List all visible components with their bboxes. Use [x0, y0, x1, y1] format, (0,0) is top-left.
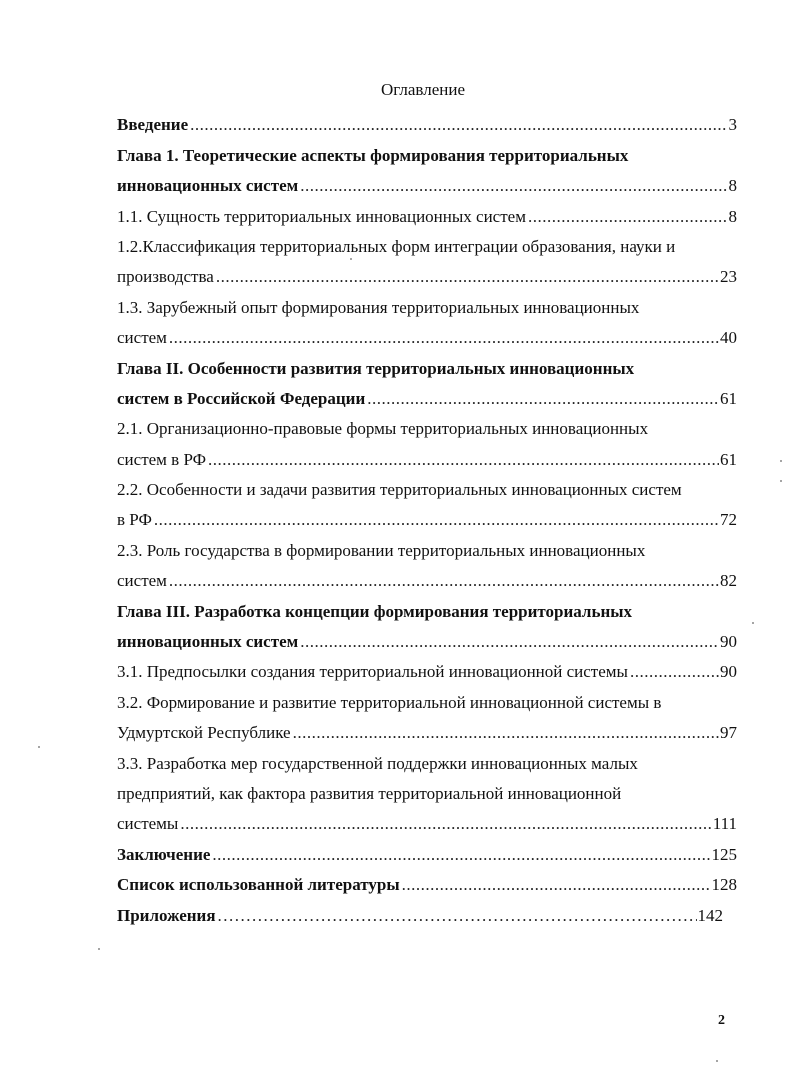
- toc-entry-chapter-1-cont: [117, 167, 737, 197]
- toc-entry-text: производства: [117, 267, 214, 287]
- toc-entry-text: Заключение: [117, 844, 211, 864]
- toc-entry-page: 111: [712, 814, 737, 834]
- toc-entry-section-2-2-cont: [117, 501, 737, 531]
- scan-speck: [98, 948, 100, 950]
- toc-entry-page: 72: [720, 510, 737, 530]
- toc-entry-section-2-1: [117, 410, 737, 440]
- toc-entry-text: Введение: [117, 115, 189, 135]
- table-of-contents: [117, 106, 737, 927]
- toc-leader-dots: [208, 449, 719, 471]
- scan-speck: [780, 480, 782, 482]
- toc-entry-text: Глава 1. Теоретические аспекты формирования территориальных: [117, 145, 629, 165]
- toc-entry-text: Список использованной литературы: [117, 875, 400, 895]
- toc-entry-section-1-2-cont: [117, 258, 737, 288]
- toc-entry-chapter-3: [117, 592, 737, 622]
- toc-entry-section-2-1-cont: [117, 440, 737, 470]
- toc-leader-dots: [180, 813, 711, 835]
- toc-entry-text: инновационных систем: [117, 632, 299, 652]
- toc-leader-dots: [293, 722, 719, 744]
- toc-entry-text: 1.2.Классификация территориальных форм интеграции образования, науки и: [117, 236, 676, 256]
- toc-entry-text: 2.1. Организационно-правовые формы территориальных инновационных: [117, 419, 649, 439]
- toc-entry-section-1-3-cont: [117, 319, 737, 349]
- toc-entry-section-3-3: [117, 744, 737, 774]
- toc-entry-page: 23: [720, 267, 737, 287]
- toc-leader-dots: [630, 661, 719, 683]
- toc-entry-section-3-3-cont: [117, 775, 737, 805]
- toc-entry-text: систем в Российской Федерации: [117, 388, 366, 408]
- toc-leader-dots: [212, 844, 710, 866]
- toc-entry-text: систем в РФ: [117, 449, 207, 469]
- toc-entry-section-2-2: [117, 471, 737, 501]
- toc-entry-chapter-3-cont: [117, 623, 737, 653]
- toc-leader-dots: [169, 570, 719, 592]
- toc-entry-page: 61: [720, 449, 737, 469]
- scan-speck: [350, 258, 352, 260]
- toc-entry-text: Глава II. Особенности развития территориальных инновационных: [117, 358, 635, 378]
- toc-entry-page: 97: [720, 723, 737, 743]
- page-number: 2: [718, 1013, 725, 1028]
- toc-entry-page: 82: [720, 571, 737, 591]
- toc-entry-text: в РФ: [117, 510, 152, 530]
- toc-leader-dots: [218, 905, 697, 927]
- scan-speck: [752, 622, 754, 624]
- toc-leader-dots: [216, 266, 719, 288]
- toc-entry-text: системы: [117, 814, 179, 834]
- toc-entry-text: 2.2. Особенности и задачи развития территориальных инновационных систем: [117, 480, 682, 500]
- toc-entry-page: 125: [711, 844, 737, 864]
- toc-entry-section-1-1: [117, 197, 737, 227]
- toc-leader-dots: [367, 388, 719, 410]
- scan-speck: [780, 460, 782, 462]
- toc-entry-page: 61: [720, 388, 737, 408]
- scan-speck: [38, 746, 40, 748]
- toc-entry-references: [117, 866, 737, 896]
- toc-entry-page: 40: [720, 328, 737, 348]
- toc-entry-page: 90: [720, 632, 737, 652]
- toc-entry-text: инновационных систем: [117, 176, 299, 196]
- toc-entry-chapter-1: [117, 136, 737, 166]
- toc-entry-chapter-2-cont: [117, 380, 737, 410]
- toc-entry-page: 90: [720, 662, 737, 682]
- toc-entry-section-3-3-end: [117, 805, 737, 835]
- toc-entry-section-3-2-cont: [117, 714, 737, 744]
- toc-entry-page: 128: [711, 875, 737, 895]
- toc-entry-section-2-3: [117, 531, 737, 561]
- toc-entry-text: 3.2. Формирование и развитие территориальной инновационной системы в: [117, 692, 662, 712]
- toc-entry-text: Удмуртской Республике: [117, 723, 291, 743]
- toc-entry-section-3-2: [117, 683, 737, 713]
- toc-leader-dots: [528, 206, 728, 228]
- toc-entry-chapter-2: [117, 349, 737, 379]
- toc-entry-introduction: [117, 106, 737, 136]
- toc-leader-dots: [300, 631, 719, 653]
- toc-entry-page: 142: [697, 905, 723, 925]
- toc-entry-text: 3.1. Предпосылки создания территориальной инновационной системы: [117, 662, 628, 682]
- toc-entry-page: 8: [728, 176, 737, 196]
- toc-entry-section-1-3: [117, 288, 737, 318]
- toc-entry-section-2-3-cont: [117, 562, 737, 592]
- toc-entry-page: 8: [728, 206, 737, 226]
- toc-entry-text: 1.1. Сущность территориальных инновационных систем: [117, 206, 526, 226]
- toc-leader-dots: [154, 509, 719, 531]
- toc-entry-text: систем: [117, 328, 167, 348]
- toc-entry-text: 1.3. Зарубежный опыт формирования территориальных инновационных: [117, 297, 640, 317]
- toc-entry-page: 3: [728, 115, 737, 135]
- toc-leader-dots: [190, 114, 727, 136]
- toc-title: Оглавление: [381, 80, 465, 99]
- toc-entry-text: систем: [117, 571, 167, 591]
- toc-leader-dots: [402, 874, 711, 896]
- toc-entry-section-3-1: [117, 653, 737, 683]
- scan-speck: [716, 1060, 718, 1062]
- toc-entry-text: предприятий, как фактора развития территориальной инновационной: [117, 783, 622, 803]
- toc-entry-section-1-2: [117, 228, 737, 258]
- toc-entry-text: 3.3. Разработка мер государственной поддержки инновационных малых: [117, 753, 638, 773]
- toc-entry-appendices: [117, 896, 723, 926]
- toc-entry-text: Приложения: [117, 905, 216, 925]
- toc-leader-dots: [300, 175, 727, 197]
- toc-entry-conclusion: [117, 835, 737, 865]
- toc-entry-text: Глава III. Разработка концепции формирования территориальных: [117, 601, 633, 621]
- toc-leader-dots: [169, 327, 719, 349]
- toc-entry-text: 2.3. Роль государства в формировании территориальных инновационных: [117, 540, 646, 560]
